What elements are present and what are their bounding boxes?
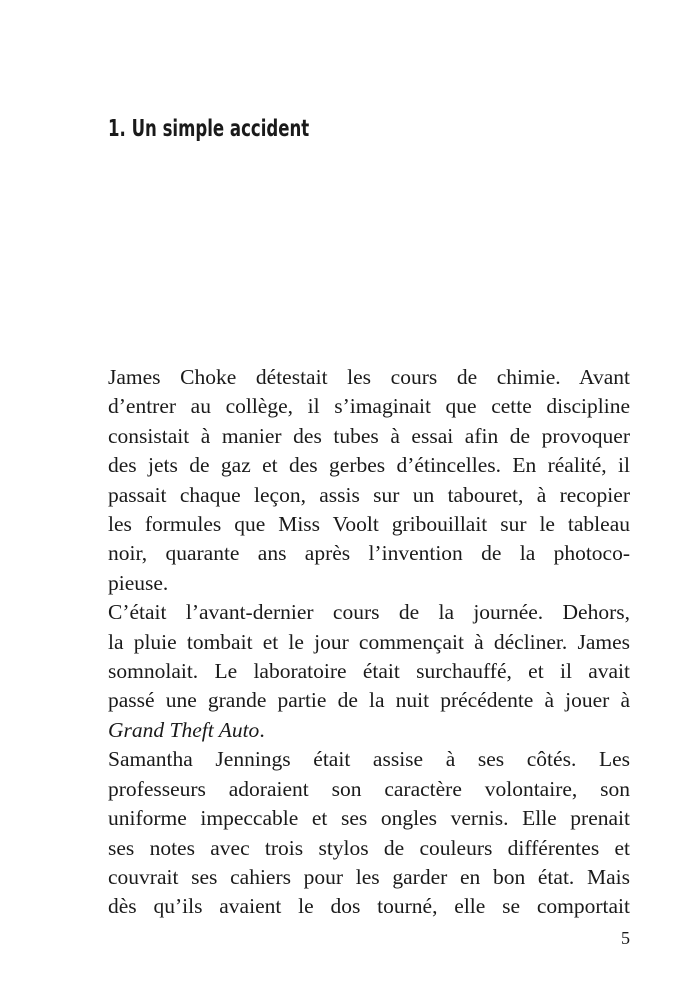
- text-line: C’était l’avant-dernier cours de la journée. Dehors,: [108, 600, 630, 625]
- paragraph: [82, 745, 630, 921]
- text-line: consistait à manier des tubes à essai afin de provoquer: [108, 423, 630, 448]
- text-line: des jets de gaz et des gerbes d’étincelles. En réalité, il: [108, 453, 630, 478]
- punctuation: .: [259, 717, 265, 742]
- game-title: Grand Theft Auto: [108, 717, 260, 742]
- text-line: James Choke détestait les cours de chimie. Avant: [108, 365, 630, 389]
- text-line: les formules que Miss Voolt gribouillait sur le tableau: [108, 512, 630, 537]
- text-line: passé une grande partie de la nuit précédente à jouer à: [108, 688, 630, 713]
- text-line: couvrait ses cahiers pour les garder en bon état. Mais: [108, 864, 630, 889]
- text-line: Samantha Jennings était assise à ses côtés. Les: [108, 747, 630, 772]
- text-line: la pluie tombait et le jour commençait à décliner. James: [108, 629, 630, 654]
- paragraph: [82, 363, 630, 598]
- text-line: pieuse.: [108, 570, 169, 595]
- text-line: ses notes avec trois stylos de couleurs différentes et: [108, 835, 630, 860]
- text-line: d’entrer au collège, il s’imaginait que cette discipline: [108, 394, 630, 419]
- text-line: noir, quarante ans après l’invention de la photoco-: [108, 541, 630, 566]
- text-line: somnolait. Le laboratoire était surchauffé, et il avait: [108, 659, 630, 684]
- text-line: passait chaque leçon, assis sur un tabouret, à recopier: [108, 482, 630, 507]
- page-number: 5: [621, 928, 630, 948]
- paragraph: [82, 598, 630, 745]
- chapter-title: 1. Un simple accident: [108, 116, 310, 142]
- text-line: dès qu’ils avaient le dos tourné, elle se comportait: [108, 894, 630, 919]
- text-line: uniforme impeccable et ses ongles vernis. Elle prenait: [108, 806, 630, 831]
- body-text: [82, 363, 630, 922]
- text-line: professeurs adoraient son caractère volontaire, son: [108, 776, 630, 801]
- text-line: [82, 716, 630, 745]
